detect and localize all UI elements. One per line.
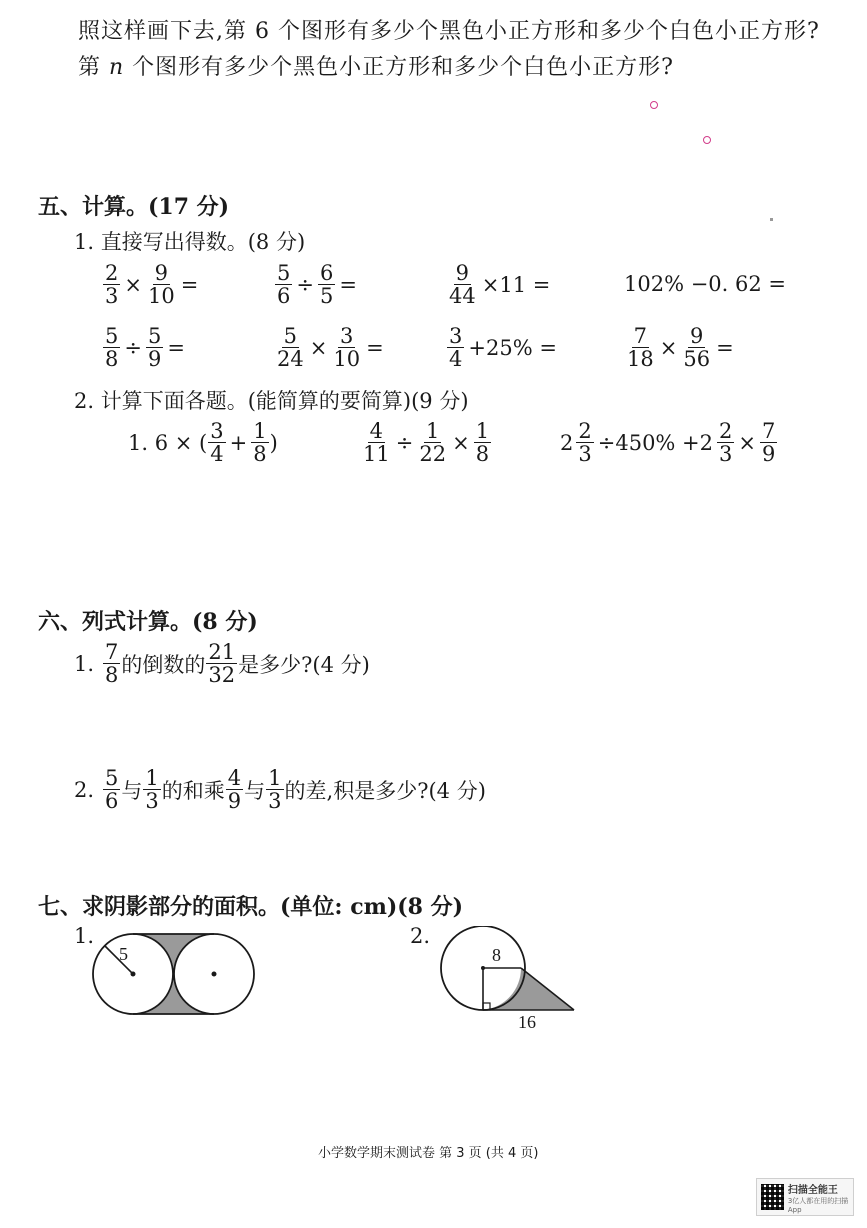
intro-variable-n: n (109, 55, 125, 80)
figure-2-number: 2. (410, 924, 431, 948)
figure-2-circle-triangle (430, 926, 590, 1036)
fraction: $\frac{5}{6}$ (277, 261, 291, 308)
fraction: $\frac{3}{10}$ (333, 324, 361, 371)
section-6-q1: 1. $\frac{7}{8}$ 的倒数的 $\frac{21}{32}$ 是多少?(4 分) (74, 640, 370, 687)
fraction: $\frac{9}{10}$ (147, 261, 175, 308)
section-6-q2: 2. $\frac{5}{6}$ 与 $\frac{1}{3}$ 的和乘 $\frac{4}{9}$ 与 $\frac{1}{3}$ 的差,积是多少?(4 分) (74, 766, 486, 813)
section-5-q1-title: 1. 直接写出得数。(8 分) (74, 230, 306, 254)
figure-1-number: 1. (74, 924, 95, 948)
section-5-title: 五、计算。(17 分) (38, 194, 230, 220)
calc-r2c2: $\frac{5}{24}$ × $\frac{3}{10}$ = (277, 324, 384, 371)
figure-1-shade (133, 934, 214, 974)
figure-1-radius-label: 5 (119, 944, 128, 964)
pink-mark (703, 136, 711, 144)
fraction: $\frac{7}{8}$ (105, 640, 119, 687)
scanner-title: 扫描全能王 (787, 1184, 838, 1196)
calc-r1c3: $\frac{9}{44}$ ×11 = (449, 261, 551, 308)
fraction: $\frac{4}{11}$ (363, 419, 390, 466)
figure-2-bottom-label: 16 (518, 1012, 536, 1032)
calc-q2-expr-3: 2 $\frac{2}{3}$ ÷450% +2 $\frac{2}{3}$ × $\frac{7}{9}$ (560, 419, 776, 466)
calc-r2c4: $\frac{7}{18}$ × $\frac{9}{56}$ = (627, 324, 734, 371)
fraction: $\frac{2}{3}$ (105, 261, 119, 308)
figure-1-shade (133, 974, 214, 1014)
fraction: $\frac{7}{18}$ (627, 324, 654, 371)
page-footer: 小学数学期末测试卷 第 3 页 (共 4 页) (318, 1146, 539, 1161)
figure-1-two-circles (86, 928, 266, 1024)
fraction: $\frac{1}{22}$ (419, 419, 447, 466)
calc-r2c3: $\frac{3}{4}$ +25% = (449, 324, 557, 371)
section-6-title: 六、列式计算。(8 分) (38, 609, 258, 635)
fraction: $\frac{1}{3}$ (268, 766, 282, 813)
scan-speck (770, 218, 773, 221)
fraction: $\frac{1}{8}$ (253, 419, 267, 466)
calc-r2c1: $\frac{5}{8}$ ÷ $\frac{5}{9}$ = (105, 324, 185, 371)
calc-r1c1: $\frac{2}{3}$ × $\frac{9}{10}$ = (105, 261, 199, 308)
section-7-title: 七、求阴影部分的面积。(单位: cm)(8 分) (38, 894, 464, 920)
fraction: $\frac{7}{9}$ (762, 419, 776, 466)
intro-line-2-post: 个图形有多少个黑色小正方形和多少个白色小正方形? (124, 55, 674, 80)
qr-code-icon (761, 1184, 784, 1210)
calc-q2-expr-2: $\frac{4}{11}$ ÷ $\frac{1}{22}$ × $\frac{1}{8}$ (363, 419, 490, 466)
fraction: $\frac{4}{9}$ (227, 766, 242, 813)
intro-line-2 (78, 50, 674, 81)
pink-mark (650, 101, 658, 109)
fraction: $\frac{1}{8}$ (475, 419, 490, 466)
fraction: $\frac{2}{3}$ (578, 419, 592, 466)
calc-q2-expr-1: 1. 6 × ( $\frac{3}{4}$ + $\frac{1}{8}$ ) (128, 419, 278, 466)
fraction: $\frac{2}{3}$ (719, 419, 733, 466)
fraction: $\frac{6}{5}$ (319, 261, 334, 308)
section-5-q2-title: 2. 计算下面各题。(能简算的要简算)(9 分) (74, 389, 469, 413)
fraction: $\frac{3}{4}$ (449, 324, 463, 371)
fraction: $\frac{3}{4}$ (210, 419, 224, 466)
calc-r1c4: 102% −0. 62 = (624, 272, 787, 296)
fraction: $\frac{9}{44}$ (449, 261, 476, 308)
intro-line-2-pre: 第 (78, 55, 109, 80)
fraction: $\frac{9}{56}$ (683, 324, 711, 371)
scanner-watermark (756, 1178, 854, 1216)
fraction: $\frac{5}{24}$ (277, 324, 304, 371)
fraction: $\frac{5}{6}$ (105, 766, 119, 813)
fraction: $\frac{5}{8}$ (105, 324, 119, 371)
scanner-subtitle: 3亿人都在用的扫描App (787, 1196, 849, 1214)
intro-line-1: 照这样画下去,第 6 个图形有多少个黑色小正方形和多少个白色小正方形? (78, 19, 820, 44)
figure-2-top-label: 8 (492, 945, 501, 965)
calc-r1c2: $\frac{5}{6}$ ÷ $\frac{6}{5}$ = (277, 261, 357, 308)
fraction: $\frac{21}{32}$ (208, 640, 236, 687)
fraction: $\frac{1}{3}$ (145, 766, 159, 813)
fraction: $\frac{5}{9}$ (147, 324, 162, 371)
